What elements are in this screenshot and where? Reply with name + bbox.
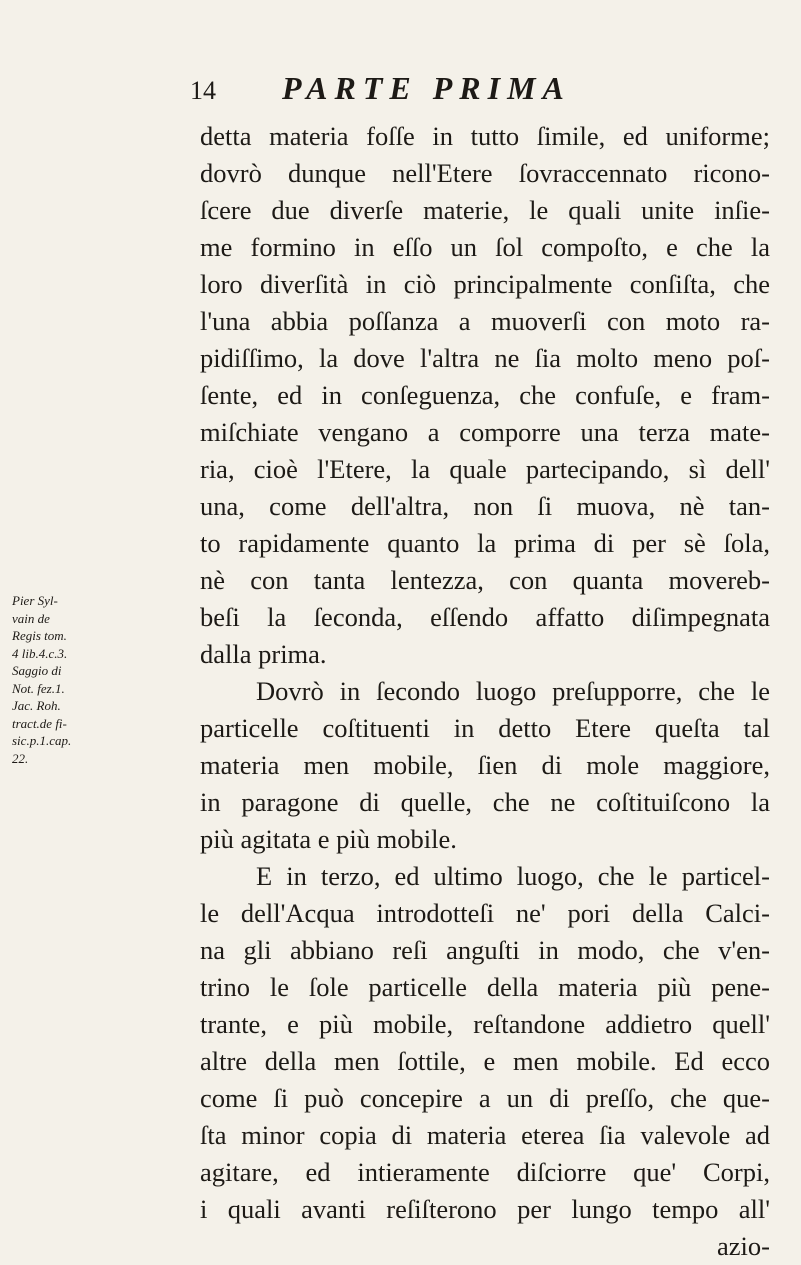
margin-note bbox=[12, 592, 98, 767]
text-line: ſta minor copia di materia eterea ſia valevole ad bbox=[200, 1120, 770, 1150]
margin-note-line: Not. fez.1. bbox=[12, 680, 65, 696]
page-number: 14 bbox=[190, 76, 216, 105]
catchword: azio- bbox=[717, 1231, 770, 1261]
text-line: materia men mobile, ſien di mole maggiore, bbox=[200, 750, 770, 780]
text-line: dovrò dunque nell'Etere ſovraccennato ricono- bbox=[200, 158, 770, 188]
text-line: dalla prima. bbox=[200, 639, 327, 669]
margin-note-line: Regis tom. bbox=[12, 628, 67, 643]
margin-note-line: vain de bbox=[12, 610, 50, 626]
text-line: E in terzo, ed ultimo luogo, che le particel- bbox=[256, 861, 770, 891]
text-line: le dell'Acqua introdotteſi ne' pori della Calci- bbox=[200, 898, 770, 928]
text-line: particelle coſtituenti in detto Etere queſta tal bbox=[200, 713, 770, 743]
text-line: beſi la ſeconda, eſſendo affatto diſimpegnata bbox=[200, 602, 770, 632]
text-line: na gli abbiano reſi anguſti in modo, che v'en- bbox=[200, 935, 770, 965]
body-text bbox=[200, 118, 770, 1265]
text-line: Dovrò in ſecondo luogo preſupporre, che le bbox=[256, 676, 770, 706]
margin-note-line: tract.de fi- bbox=[12, 715, 67, 731]
text-line: loro diverſità in ciò principalmente conſiſta, che bbox=[200, 269, 770, 299]
text-line: agitare, ed intieramente diſciorre que' Corpi, bbox=[200, 1157, 770, 1187]
margin-note-line: Saggio di bbox=[12, 663, 62, 678]
running-title: PARTE PRIMA bbox=[282, 70, 571, 106]
margin-note-line: 4 lib.4.c.3. bbox=[12, 645, 68, 661]
text-line: me formino in eſſo un ſol compoſto, e che la bbox=[200, 232, 770, 262]
page-header bbox=[190, 70, 750, 120]
text-line: in paragone di quelle, che ne coſtituiſcono la bbox=[200, 787, 770, 817]
margin-note-line: Jac. Roh. bbox=[12, 698, 61, 713]
text-line: una, come dell'altra, non ſi muova, nè tan- bbox=[200, 491, 770, 521]
text-line: i quali avanti reſiſterono per lungo tempo all' bbox=[200, 1194, 770, 1224]
text-line: come ſi può concepire a un di preſſo, che que- bbox=[200, 1083, 770, 1113]
text-line: ſente, ed in conſeguenza, che confuſe, e fram- bbox=[200, 380, 770, 410]
text-line: altre della men ſottile, e men mobile. Ed ecco bbox=[200, 1046, 770, 1076]
text-line: detta materia foſſe in tutto ſimile, ed uniforme; bbox=[200, 121, 770, 151]
margin-note-line: sic.p.1.cap. bbox=[12, 733, 72, 748]
text-line: pidiſſimo, la dove l'altra ne ſia molto meno poſ- bbox=[200, 343, 770, 373]
text-line: ſcere due diverſe materie, le quali unite inſie- bbox=[200, 195, 770, 225]
text-line: l'una abbia poſſanza a muoverſi con moto ra- bbox=[200, 306, 770, 336]
text-line: più agitata e più mobile. bbox=[200, 824, 457, 854]
text-line: miſchiate vengano a comporre una terza mate- bbox=[200, 417, 770, 447]
text-line: to rapidamente quanto la prima di per sè ſola, bbox=[200, 528, 770, 558]
text-line: ria, cioè l'Etere, la quale partecipando, sì dell' bbox=[200, 454, 770, 484]
text-line: nè con tanta lentezza, con quanta movereb- bbox=[200, 565, 770, 595]
text-line: trante, e più mobile, reſtandone addietro quell' bbox=[200, 1009, 770, 1039]
margin-note-line: 22. bbox=[12, 750, 29, 766]
margin-note-line: Pier Syl- bbox=[12, 593, 58, 608]
text-line: trino le ſole particelle della materia più pene- bbox=[200, 972, 770, 1002]
